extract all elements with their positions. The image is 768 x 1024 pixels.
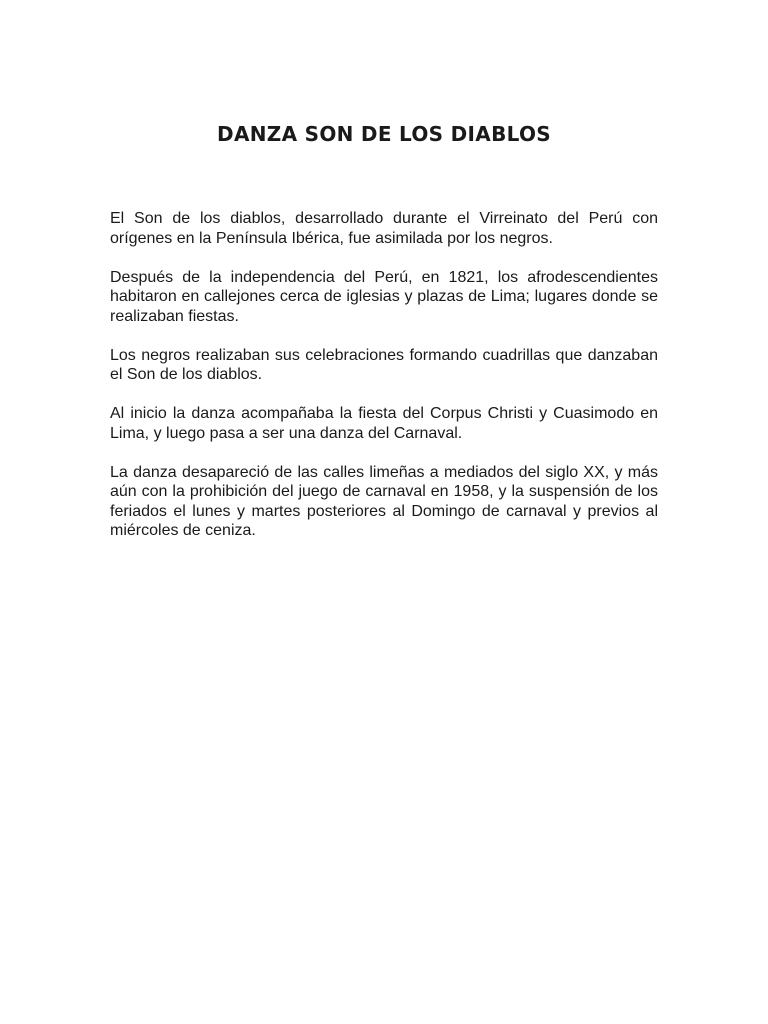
paragraph-5: La danza desapareció de las calles limeñas a mediados del siglo XX, y más aún con la prohibición del juego de carnaval en 1958, y la suspensión de los feriados el lunes y martes posteriores al Domingo de carnaval y previos al miércoles de ceniza. [110, 463, 658, 539]
paragraph-4: Al inicio la danza acompañaba la fiesta del Corpus Christi y Cuasimodo en Lima, y luego pasa a ser una danza del Carnaval. [110, 405, 658, 442]
document-title: DANZA SON DE LOS DIABLOS [217, 122, 551, 146]
paragraph-1: El Son de los diablos, desarrollado durante el Virreinato del Perú con orígenes en la Península Ibérica, fue asimilada por los negros. [110, 210, 658, 247]
document-body [110, 209, 658, 560]
paragraph-3: Los negros realizaban sus celebraciones formando cuadrillas que danzaban el Son de los diablos. [110, 346, 658, 383]
paragraph-2: Después de la independencia del Perú, en 1821, los afrodescendientes habitaron en callejones cerca de iglesias y plazas de Lima; lugares donde se realizaban fiestas. [110, 268, 658, 325]
